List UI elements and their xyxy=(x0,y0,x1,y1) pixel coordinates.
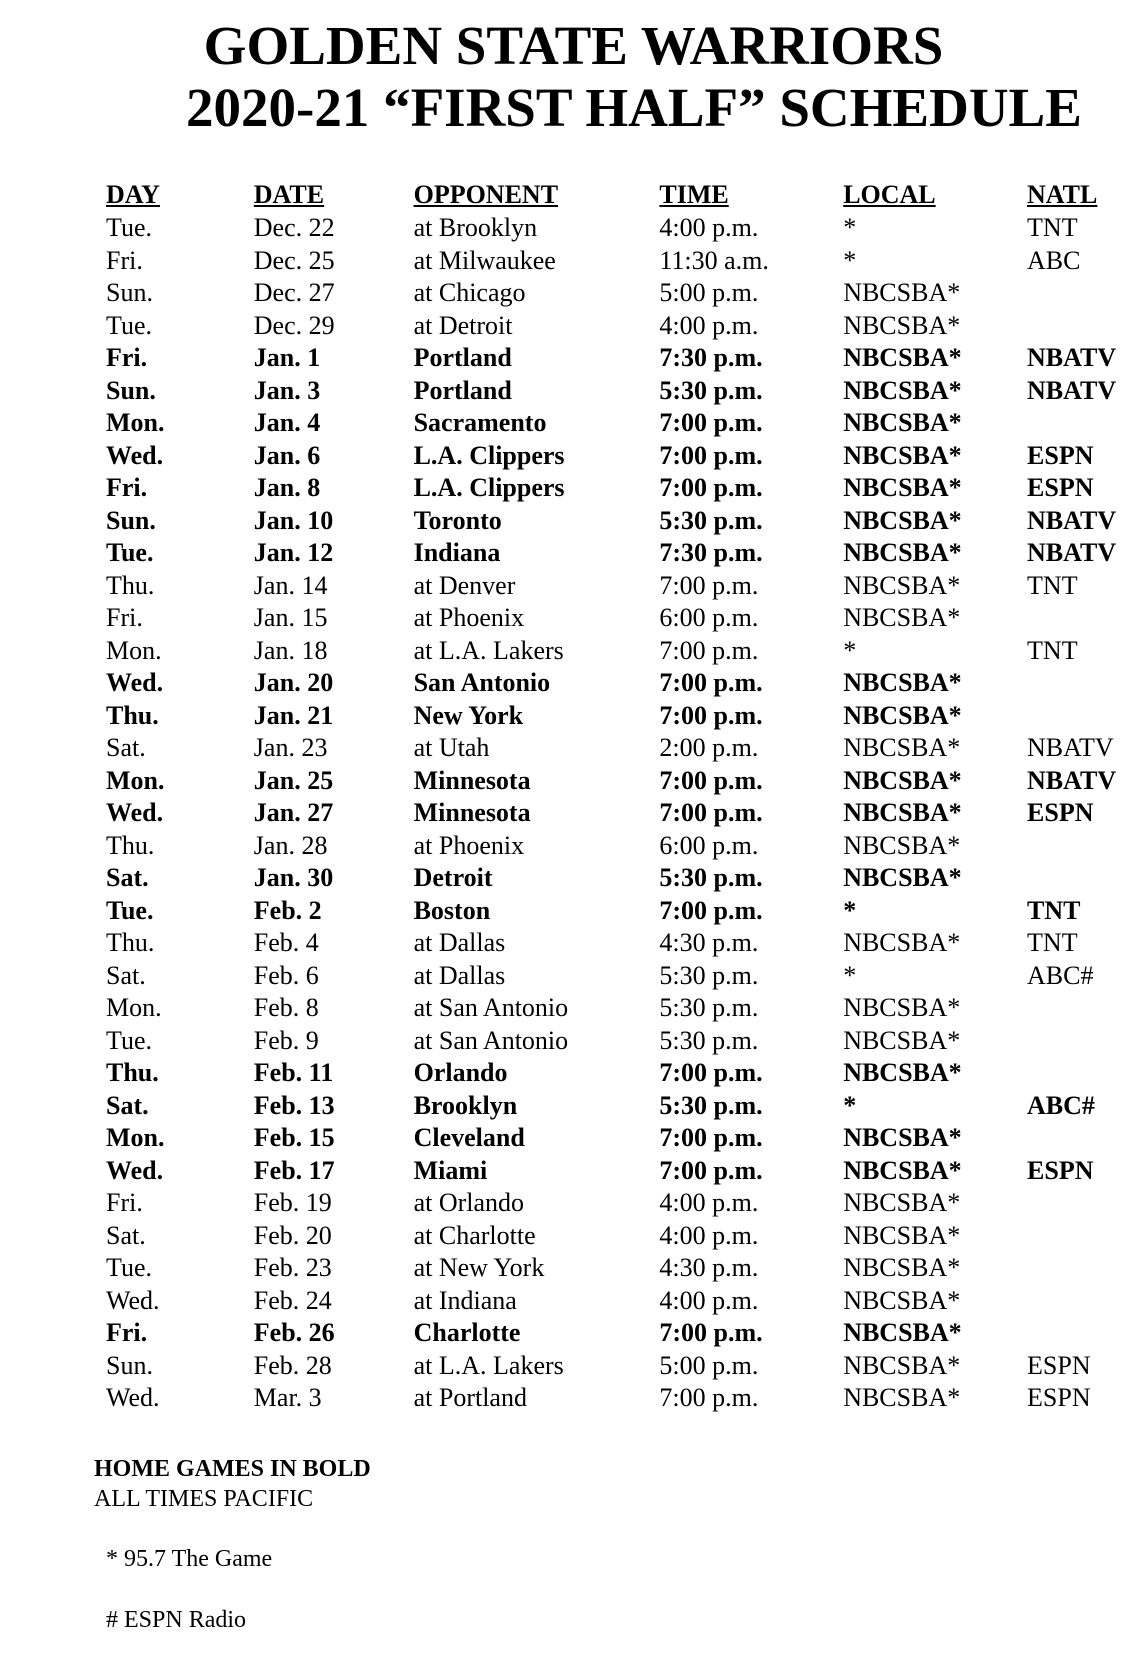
game-date: Jan. 30 xyxy=(253,863,334,892)
game-date: Feb. 9 xyxy=(253,1025,319,1055)
header-local: LOCAL xyxy=(843,180,936,209)
game-local-broadcast: NBCSBA* xyxy=(843,733,961,762)
game-national-broadcast xyxy=(1027,992,1147,1025)
game-national-broadcast xyxy=(1027,1122,1147,1155)
game-time: 7:00 p.m. xyxy=(659,798,763,827)
radio-footnote-hash: # ESPN Radio xyxy=(106,1607,247,1633)
game-opponent: Charlotte xyxy=(413,1318,521,1347)
game-time: 5:30 p.m. xyxy=(659,993,759,1022)
game-date: Feb. 2 xyxy=(253,895,322,925)
game-date: Feb. 24 xyxy=(253,1285,332,1315)
game-opponent: New York xyxy=(413,700,524,730)
schedule-row xyxy=(106,1090,1147,1123)
game-time: 7:00 p.m. xyxy=(659,1155,763,1185)
game-national-broadcast xyxy=(1027,1220,1147,1253)
game-local-broadcast: NBCSBA* xyxy=(843,570,961,600)
game-opponent: at San Antonio xyxy=(413,1025,569,1055)
game-local-broadcast: NBCSBA* xyxy=(843,668,962,697)
game-local-broadcast: NBCSBA* xyxy=(843,1350,961,1380)
schedule-row xyxy=(106,927,1147,960)
game-national-broadcast: TNT xyxy=(1027,213,1078,242)
page-subtitle: 2020-21 “FIRST HALF” SCHEDULE xyxy=(186,77,1082,138)
schedule-row xyxy=(106,537,1147,570)
game-national-broadcast xyxy=(1027,700,1147,733)
game-date: Feb. 23 xyxy=(253,1253,332,1282)
game-national-broadcast: NBATV xyxy=(1027,375,1117,405)
schedule-row xyxy=(106,1122,1147,1155)
game-time: 5:30 p.m. xyxy=(659,960,759,990)
game-local-broadcast: NBCSBA* xyxy=(843,928,961,957)
schedule-row xyxy=(106,862,1147,895)
game-time: 7:00 p.m. xyxy=(659,1123,763,1152)
game-national-broadcast xyxy=(1027,1025,1147,1058)
game-opponent: at Utah xyxy=(413,733,490,762)
timezone-note: ALL TIMES PACIFIC xyxy=(94,1486,314,1512)
game-national-broadcast xyxy=(1027,310,1147,343)
game-date: Jan. 12 xyxy=(253,538,334,567)
game-local-broadcast: * xyxy=(843,213,857,242)
game-local-broadcast: NBCSBA* xyxy=(843,375,962,405)
game-local-broadcast: * xyxy=(843,895,857,925)
game-time: 7:00 p.m. xyxy=(659,635,759,665)
header-time: TIME xyxy=(659,180,729,209)
game-local-broadcast: NBCSBA* xyxy=(843,1253,961,1282)
schedule-row xyxy=(106,1187,1147,1220)
game-time: 7:30 p.m. xyxy=(659,538,763,567)
header-opponent: OPPONENT xyxy=(413,180,559,209)
schedule-row xyxy=(106,310,1147,343)
schedule-row xyxy=(106,602,1147,635)
schedule-header-row xyxy=(106,178,1147,212)
game-local-broadcast: NBCSBA* xyxy=(843,700,962,730)
game-opponent: L.A. Clippers xyxy=(413,440,565,470)
game-national-broadcast: ABC# xyxy=(1027,1090,1095,1120)
game-date: Jan. 8 xyxy=(253,473,321,502)
game-time: 6:00 p.m. xyxy=(659,603,759,632)
game-opponent: at Dallas xyxy=(413,960,506,990)
game-day: Tue. xyxy=(106,310,153,340)
game-national-broadcast: NBATV xyxy=(1027,765,1117,795)
game-local-broadcast: NBCSBA* xyxy=(843,863,962,892)
game-opponent: at Charlotte xyxy=(413,1220,536,1250)
game-time: 7:00 p.m. xyxy=(659,570,759,600)
game-time: 2:00 p.m. xyxy=(659,733,759,762)
game-date: Jan. 23 xyxy=(253,733,328,762)
game-date: Feb. 4 xyxy=(253,928,319,957)
game-date: Jan. 27 xyxy=(253,798,334,827)
game-local-broadcast: NBCSBA* xyxy=(843,538,962,567)
game-time: 7:00 p.m. xyxy=(659,668,763,697)
game-local-broadcast: NBCSBA* xyxy=(843,408,962,437)
game-day: Sat. xyxy=(106,960,146,990)
game-date: Feb. 13 xyxy=(253,1090,335,1120)
game-date: Feb. 19 xyxy=(253,1188,332,1217)
game-time: 7:30 p.m. xyxy=(659,343,763,372)
game-national-broadcast: ESPN xyxy=(1027,440,1094,470)
game-date: Jan. 6 xyxy=(253,440,321,470)
game-opponent: at L.A. Lakers xyxy=(413,635,564,665)
game-opponent: Portland xyxy=(413,375,512,405)
game-day: Mon. xyxy=(106,993,162,1022)
game-local-broadcast: NBCSBA* xyxy=(843,473,962,502)
game-time: 7:00 p.m. xyxy=(659,473,763,502)
game-opponent: at Indiana xyxy=(413,1285,517,1315)
game-national-broadcast: TNT xyxy=(1027,928,1078,957)
game-local-broadcast: NBCSBA* xyxy=(843,1123,962,1152)
game-local-broadcast: NBCSBA* xyxy=(843,993,961,1022)
game-local-broadcast: NBCSBA* xyxy=(843,1025,961,1055)
game-day: Mon. xyxy=(106,1123,165,1152)
game-national-broadcast xyxy=(1027,1057,1147,1090)
schedule-row xyxy=(106,407,1147,440)
game-day: Tue. xyxy=(106,213,153,242)
game-date: Jan. 4 xyxy=(253,408,321,437)
game-opponent: Indiana xyxy=(413,538,501,567)
game-opponent: at Dallas xyxy=(413,928,506,957)
game-national-broadcast xyxy=(1027,667,1147,700)
game-opponent: Boston xyxy=(413,895,491,925)
page-title: GOLDEN STATE WARRIORS xyxy=(203,15,944,76)
game-national-broadcast xyxy=(1027,862,1147,895)
game-local-broadcast: NBCSBA* xyxy=(843,765,962,795)
game-opponent: at L.A. Lakers xyxy=(413,1350,564,1380)
game-local-broadcast: * xyxy=(843,1090,857,1120)
game-day: Sat. xyxy=(106,733,146,762)
schedule-row xyxy=(106,277,1147,310)
game-opponent: at Chicago xyxy=(413,278,526,307)
game-local-broadcast: * xyxy=(843,245,857,275)
game-local-broadcast: NBCSBA* xyxy=(843,603,961,632)
schedule-row xyxy=(106,992,1147,1025)
game-time: 5:30 p.m. xyxy=(659,863,763,892)
game-national-broadcast: ABC# xyxy=(1027,960,1094,990)
game-opponent: at Detroit xyxy=(413,310,513,340)
game-day: Fri. xyxy=(106,1318,148,1347)
game-time: 4:00 p.m. xyxy=(659,1220,759,1250)
game-opponent: at Portland xyxy=(413,1383,527,1412)
schedule-row xyxy=(106,960,1147,993)
game-time: 4:00 p.m. xyxy=(659,1285,759,1315)
game-date: Dec. 29 xyxy=(253,310,335,340)
game-day: Tue. xyxy=(106,1025,153,1055)
game-local-broadcast: NBCSBA* xyxy=(843,1188,961,1217)
game-date: Jan. 21 xyxy=(253,700,334,730)
schedule-row xyxy=(106,1220,1147,1253)
game-day: Sun. xyxy=(106,505,156,535)
home-games-note: HOME GAMES IN BOLD xyxy=(94,1456,371,1482)
game-opponent: at New York xyxy=(413,1253,545,1282)
game-national-broadcast xyxy=(1027,1252,1147,1285)
game-date: Feb. 17 xyxy=(253,1155,335,1185)
game-date: Feb. 20 xyxy=(253,1220,332,1250)
game-time: 6:00 p.m. xyxy=(659,830,759,860)
game-day: Sun. xyxy=(106,278,153,307)
schedule-row xyxy=(106,635,1147,668)
game-national-broadcast xyxy=(1027,1285,1147,1318)
game-date: Feb. 15 xyxy=(253,1123,335,1152)
game-date: Jan. 25 xyxy=(253,765,334,795)
game-time: 4:00 p.m. xyxy=(659,213,759,242)
game-date: Mar. 3 xyxy=(253,1383,322,1412)
header-date: DATE xyxy=(253,180,325,209)
game-opponent: at Denver xyxy=(413,570,516,600)
game-date: Feb. 26 xyxy=(253,1318,335,1347)
game-time: 7:00 p.m. xyxy=(659,700,763,730)
header-natl: NATL xyxy=(1027,180,1098,209)
game-day: Mon. xyxy=(106,765,165,795)
schedule-row xyxy=(106,212,1147,245)
game-opponent: at Phoenix xyxy=(413,603,525,632)
game-national-broadcast: TNT xyxy=(1027,895,1081,925)
game-local-broadcast: NBCSBA* xyxy=(843,1058,962,1087)
schedule-row xyxy=(106,472,1147,505)
schedule-row xyxy=(106,765,1147,798)
schedule-row xyxy=(106,505,1147,538)
game-national-broadcast xyxy=(1027,602,1147,635)
game-opponent: at Phoenix xyxy=(413,830,525,860)
game-opponent: at Orlando xyxy=(413,1188,525,1217)
schedule-row xyxy=(106,375,1147,408)
game-opponent: Cleveland xyxy=(413,1123,525,1152)
game-day: Mon. xyxy=(106,635,162,665)
game-national-broadcast: TNT xyxy=(1027,635,1078,665)
game-date: Jan. 18 xyxy=(253,635,328,665)
game-opponent: Minnesota xyxy=(413,798,531,827)
game-time: 7:00 p.m. xyxy=(659,1058,763,1087)
game-time: 7:00 p.m. xyxy=(659,1383,759,1412)
game-opponent: San Antonio xyxy=(413,668,551,697)
game-day: Thu. xyxy=(106,928,155,957)
game-opponent: Brooklyn xyxy=(413,1090,518,1120)
game-national-broadcast: ESPN xyxy=(1027,1350,1091,1380)
game-day: Tue. xyxy=(106,1253,153,1282)
game-day: Tue. xyxy=(106,895,154,925)
schedule-row xyxy=(106,1285,1147,1318)
game-national-broadcast: NBATV xyxy=(1027,733,1114,762)
game-time: 5:30 p.m. xyxy=(659,1090,763,1120)
game-day: Fri. xyxy=(106,343,148,372)
game-day: Thu. xyxy=(106,700,159,730)
game-national-broadcast xyxy=(1027,277,1147,310)
game-day: Fri. xyxy=(106,473,148,502)
game-local-broadcast: NBCSBA* xyxy=(843,1220,961,1250)
game-opponent: Detroit xyxy=(413,863,493,892)
game-day: Tue. xyxy=(106,538,154,567)
game-national-broadcast xyxy=(1027,1187,1147,1220)
schedule-row xyxy=(106,570,1147,603)
game-local-broadcast: NBCSBA* xyxy=(843,278,961,307)
schedule-row xyxy=(106,732,1147,765)
game-national-broadcast: ESPN xyxy=(1027,1155,1094,1185)
game-opponent: Orlando xyxy=(413,1058,508,1087)
game-day: Sat. xyxy=(106,863,149,892)
schedule-row xyxy=(106,1057,1147,1090)
game-time: 5:00 p.m. xyxy=(659,278,759,307)
game-time: 7:00 p.m. xyxy=(659,408,763,437)
game-national-broadcast xyxy=(1027,407,1147,440)
schedule-row xyxy=(106,667,1147,700)
schedule-body xyxy=(106,212,1147,1415)
schedule-row xyxy=(106,245,1147,278)
game-day: Thu. xyxy=(106,1058,159,1087)
game-day: Wed. xyxy=(106,440,164,470)
game-opponent: Minnesota xyxy=(413,765,531,795)
schedule-row xyxy=(106,1155,1147,1188)
game-date: Feb. 28 xyxy=(253,1350,332,1380)
game-time: 4:30 p.m. xyxy=(659,928,759,957)
schedule-table xyxy=(106,178,1147,1415)
schedule-row xyxy=(106,1317,1147,1350)
game-local-broadcast: NBCSBA* xyxy=(843,830,961,860)
game-date: Jan. 28 xyxy=(253,830,328,860)
game-time: 5:30 p.m. xyxy=(659,375,763,405)
game-time: 7:00 p.m. xyxy=(659,765,763,795)
game-day: Wed. xyxy=(106,1383,160,1412)
game-local-broadcast: * xyxy=(843,635,857,665)
game-national-broadcast: ESPN xyxy=(1027,1383,1091,1412)
game-opponent: at San Antonio xyxy=(413,993,569,1022)
game-day: Wed. xyxy=(106,668,164,697)
game-opponent: Portland xyxy=(413,343,512,372)
game-local-broadcast: * xyxy=(843,960,857,990)
game-opponent: Toronto xyxy=(413,505,502,535)
game-time: 4:00 p.m. xyxy=(659,1188,759,1217)
game-date: Jan. 14 xyxy=(253,570,328,600)
game-time: 5:30 p.m. xyxy=(659,1025,759,1055)
game-day: Thu. xyxy=(106,570,155,600)
game-national-broadcast: ABC xyxy=(1027,245,1081,275)
game-day: Sat. xyxy=(106,1220,146,1250)
game-opponent: Miami xyxy=(413,1155,488,1185)
game-local-broadcast: NBCSBA* xyxy=(843,343,962,372)
game-day: Fri. xyxy=(106,1188,143,1217)
game-day: Sat. xyxy=(106,1090,149,1120)
game-time: 5:00 p.m. xyxy=(659,1350,759,1380)
game-local-broadcast: NBCSBA* xyxy=(843,440,962,470)
game-day: Wed. xyxy=(106,798,164,827)
game-local-broadcast: NBCSBA* xyxy=(843,798,962,827)
schedule-row xyxy=(106,342,1147,375)
game-day: Thu. xyxy=(106,830,155,860)
header-day: DAY xyxy=(106,180,160,209)
game-time: 4:30 p.m. xyxy=(659,1253,759,1282)
schedule-row xyxy=(106,797,1147,830)
schedule-row xyxy=(106,700,1147,733)
game-local-broadcast: NBCSBA* xyxy=(843,1155,962,1185)
game-date: Jan. 10 xyxy=(253,505,334,535)
game-date: Feb. 6 xyxy=(253,960,319,990)
game-local-broadcast: NBCSBA* xyxy=(843,1383,961,1412)
schedule-row xyxy=(106,895,1147,928)
game-day: Sun. xyxy=(106,1350,153,1380)
game-national-broadcast xyxy=(1027,830,1147,863)
game-day: Fri. xyxy=(106,245,143,275)
schedule-row xyxy=(106,1025,1147,1058)
game-date: Dec. 27 xyxy=(253,278,335,307)
radio-footnote-star: * 95.7 The Game xyxy=(106,1546,273,1572)
schedule-row xyxy=(106,1252,1147,1285)
game-time: 4:00 p.m. xyxy=(659,310,759,340)
game-national-broadcast: ESPN xyxy=(1027,798,1094,827)
game-date: Jan. 15 xyxy=(253,603,328,632)
game-date: Jan. 20 xyxy=(253,668,334,697)
game-opponent: at Milwaukee xyxy=(413,245,556,275)
game-date: Jan. 1 xyxy=(253,343,321,372)
game-day: Mon. xyxy=(106,408,165,437)
schedule-row xyxy=(106,440,1147,473)
game-time: 11:30 a.m. xyxy=(659,245,769,275)
schedule-row xyxy=(106,830,1147,863)
game-time: 7:00 p.m. xyxy=(659,1318,763,1347)
game-local-broadcast: NBCSBA* xyxy=(843,1285,961,1315)
game-national-broadcast: TNT xyxy=(1027,570,1078,600)
game-day: Wed. xyxy=(106,1285,160,1315)
game-day: Sun. xyxy=(106,375,156,405)
game-local-broadcast: NBCSBA* xyxy=(843,505,962,535)
game-opponent: L.A. Clippers xyxy=(413,473,565,502)
game-date: Dec. 22 xyxy=(253,213,335,242)
game-time: 5:30 p.m. xyxy=(659,505,763,535)
game-day: Fri. xyxy=(106,603,143,632)
game-date: Feb. 8 xyxy=(253,993,319,1022)
game-date: Feb. 11 xyxy=(253,1058,334,1087)
game-national-broadcast xyxy=(1027,1317,1147,1350)
game-local-broadcast: NBCSBA* xyxy=(843,310,961,340)
game-time: 7:00 p.m. xyxy=(659,440,763,470)
game-opponent: at Brooklyn xyxy=(413,213,538,242)
game-national-broadcast: NBATV xyxy=(1027,538,1117,567)
game-date: Dec. 25 xyxy=(253,245,335,275)
game-national-broadcast: NBATV xyxy=(1027,343,1117,372)
game-local-broadcast: NBCSBA* xyxy=(843,1318,962,1347)
game-day: Wed. xyxy=(106,1155,164,1185)
game-time: 7:00 p.m. xyxy=(659,895,763,925)
schedule-row xyxy=(106,1382,1147,1415)
game-national-broadcast: ESPN xyxy=(1027,473,1094,502)
schedule-row xyxy=(106,1350,1147,1383)
game-opponent: Sacramento xyxy=(413,408,547,437)
game-date: Jan. 3 xyxy=(253,375,321,405)
game-national-broadcast: NBATV xyxy=(1027,505,1117,535)
